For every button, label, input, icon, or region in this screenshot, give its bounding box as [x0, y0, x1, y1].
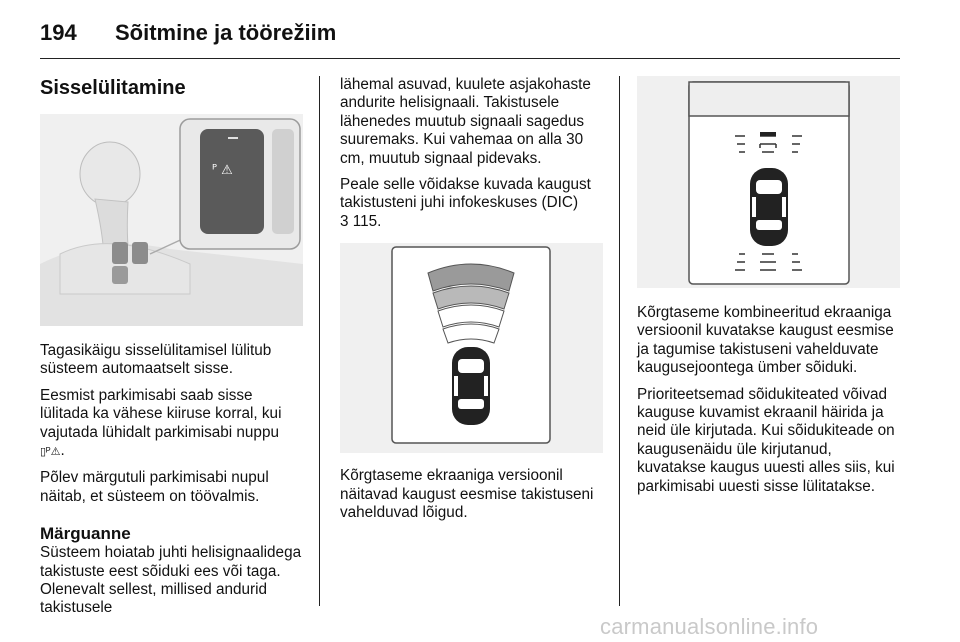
- chapter-title: Sõitmine ja töörežiim: [115, 20, 337, 45]
- parking-assist-icon: ▯ᴾ⚠: [40, 446, 61, 459]
- section-heading: Sisselülitamine: [40, 77, 186, 99]
- paragraph: Prioriteetsemad sõidukiteated võivad kauguse kuvamist ekraanil häirida ja neid üle kirjutada. Kui sõidukiteade on kaugusenäidu üle kirjutanud, kuvatakse kaugus uuesti alles siis, kui parkimisabi uuesti sisse lülitatakse.: [637, 385, 895, 495]
- column-2: [340, 76, 604, 530]
- paragraph: Tagasikäigu sisselülitamisel lülitub süsteem automaatselt sisse.: [40, 342, 272, 378]
- page-reference: 3 115.: [340, 212, 382, 230]
- column-3: [637, 76, 901, 504]
- note-heading: Märguanne: [40, 524, 131, 544]
- combined-distance-display-figure: [637, 76, 900, 288]
- paragraph: Põlev märgutuli parkimisabi nupul näitab, et süsteem on töövalmis.: [40, 469, 269, 505]
- front-distance-display: [340, 243, 603, 453]
- combined-distance-display: [637, 76, 900, 288]
- paragraph-text: Eesmist parkimisabi saab sisse lülitada ka vähese kiiruse korral, kui vajutada lühidalt parkimisabi nuppu: [40, 386, 282, 441]
- paragraph: [40, 387, 305, 462]
- paragraph-text: Peale selle võidakse kuvada kaugust takistusteni juhi infokeskuses (DIC): [340, 176, 591, 212]
- paragraph: lähemal asuvad, kuulete asjakohaste andurite helisignaali. Takistusele lähenedes muutub signaali sagedus suuremaks. Kui vahemaa on alla 30 cm, muutub signaal pidevaks.: [340, 76, 591, 167]
- car-icon: [750, 168, 788, 246]
- watermark: carmanualsonline.info: [600, 614, 819, 639]
- front-distance-display-figure: [340, 243, 603, 453]
- paragraph: [340, 176, 604, 231]
- paragraph-end: .: [60, 442, 65, 460]
- parking-assist-symbol: ᴾ ⚠: [212, 163, 233, 178]
- column-1: [40, 76, 305, 626]
- figure-caption: Kõrgtaseme kombineeritud ekraaniga versioonil kuvatakse kaugust eesmise ja tagumise takistuseni vahelduvate kaugusejoontega ümber sõiduki.: [637, 304, 894, 377]
- column-divider: [619, 76, 620, 606]
- note-text: Süsteem hoiatab juhti helisignaalidega takistuste eest sõiduki ees või taga. Olenevalt sellest, millised andurid takistusele: [40, 544, 302, 617]
- car-icon: [452, 347, 490, 425]
- header-rule: [40, 58, 900, 59]
- page-number: 194: [40, 20, 77, 45]
- column-divider: [319, 76, 320, 606]
- page-header: [40, 14, 920, 54]
- figure-caption: Kõrgtaseme ekraaniga versioonil näitavad kaugust eesmise takistuseni vahelduvad lõigud.: [340, 467, 594, 522]
- gear-console-illustration: [40, 114, 303, 326]
- parking-button-figure: [40, 114, 303, 326]
